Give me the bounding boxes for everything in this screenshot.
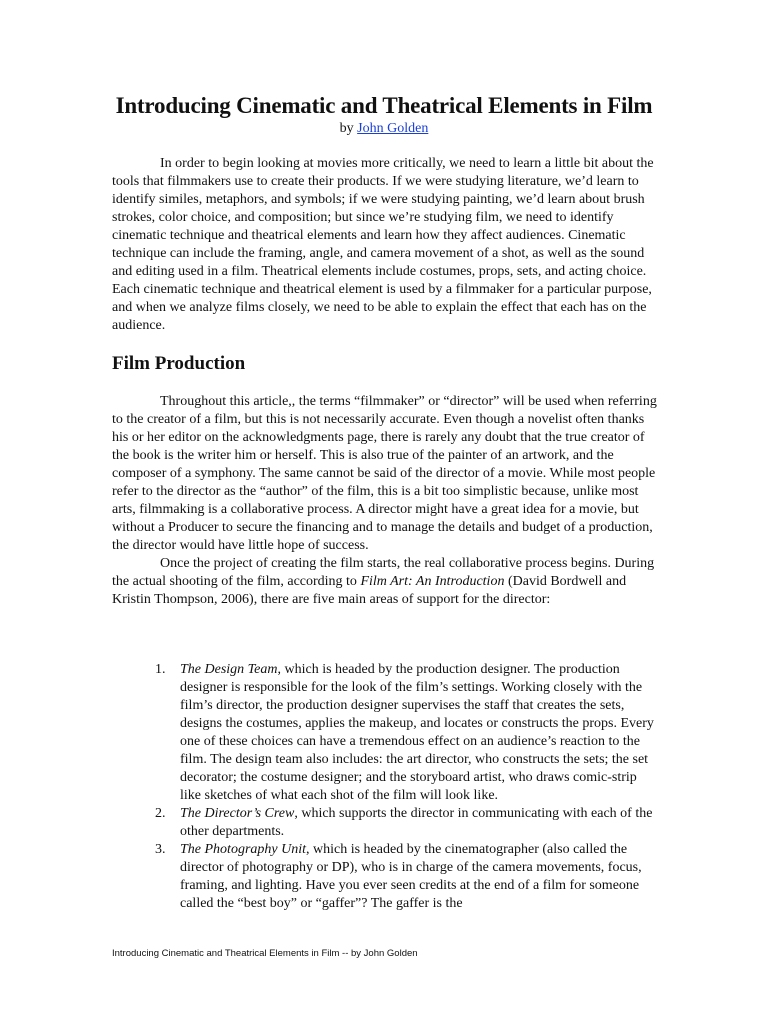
list-text: , which supports the director in communicating with each of the other departments. — [180, 806, 653, 839]
section-heading: Film Production — [112, 353, 246, 374]
list-item — [155, 805, 656, 841]
p2-before: Once the project of creating the film starts, the real collaborative process begins. During the actual shooting of the film, according to — [112, 556, 655, 589]
p2-after: (David Bordwell and Kristin Thompson, 2006), there are five main areas of support for the director: — [112, 574, 627, 607]
list-term: The Design Team — [180, 662, 278, 677]
byline-prefix: by — [339, 121, 358, 136]
section-paragraph-1: Throughout this article,, the terms “filmmaker” or “director” will be used when referring to the creator of a film, but this is not necessarily accurate. Even though a novelist often thanks his or her editor on the acknowledgments page, there is rarely any doubt that the true creator of the book is the writer him or herself. This is also true of the painter of an artwork, and the composer of a symphony. The same cannot be said of the director of a movie. While most people refer to the director as the “author” of the film, this is a bit too simplistic because, unlike most arts, filmmaking is a collaborative process. A director might have a great idea for a movie, but without a Producer to secure the financing and to manage the details and budget of a production, the director would have little hope of success. — [112, 394, 657, 553]
section-paragraph-2 — [112, 555, 657, 609]
list-term: The Director’s Crew — [180, 806, 295, 821]
list-text: , which is headed by the production designer. The production designer is responsible for the look of the film’s settings. Working closely with the film’s director, the production designer supervises the staff that creates the sets, designs the costumes, applies the makeup, and locates or constructs the props. Every one of these choices can have a tremendous effect on an audience’s reaction to the film. The design team also includes: the art director, who constructs the sets; the set decorator; the costume designer; and the storyboard artist, who draws comic-strip like sketches of what each shot of the film will look like. — [180, 662, 654, 803]
document-title: Introducing Cinematic and Theatrical Elements in Film — [115, 93, 653, 118]
list-number: 1. — [155, 662, 166, 677]
intro-section — [112, 155, 657, 335]
list-text: , which is headed by the cinematographer (also called the director of photography or DP), who is in charge of the camera movements, focus, framing, and lighting. Have you ever seen credits at the end of a film for someone called the “best boy” or “gaffer”? The gaffer is the — [180, 842, 642, 911]
page-footer: Introducing Cinematic and Theatrical Elements in Film -- by John Golden — [112, 948, 418, 959]
list-item — [155, 661, 656, 805]
book-title: Film Art: An Introduction — [360, 574, 505, 589]
support-areas-list — [155, 661, 656, 913]
list-item — [155, 841, 656, 913]
list-number: 2. — [155, 806, 166, 821]
byline — [0, 121, 768, 137]
film-production-section — [112, 393, 657, 609]
author-link[interactable]: John Golden — [357, 121, 429, 136]
list-number: 3. — [155, 842, 166, 857]
intro-paragraph: In order to begin looking at movies more critically, we need to learn a little bit about the tools that filmmakers use to create their products. If we were studying literature, we’d learn to identify similes, metaphors, and symbols; if we were studying painting, we’d learn about brush strokes, color choice, and composition; but since we’re studying film, we need to identify cinematic technique and theatrical elements and learn how they affect audiences. Cinematic technique can include the framing, angle, and camera movement of a shot, as well as the sound and editing used in a film. Theatrical elements include costumes, props, sets, and acting choice. Each cinematic technique and theatrical element is used by a filmmaker for a particular purpose, and when we analyze films closely, we need to be able to explain the effect that each has on the audience. — [112, 156, 654, 333]
list-term: The Photography Unit — [180, 842, 306, 857]
